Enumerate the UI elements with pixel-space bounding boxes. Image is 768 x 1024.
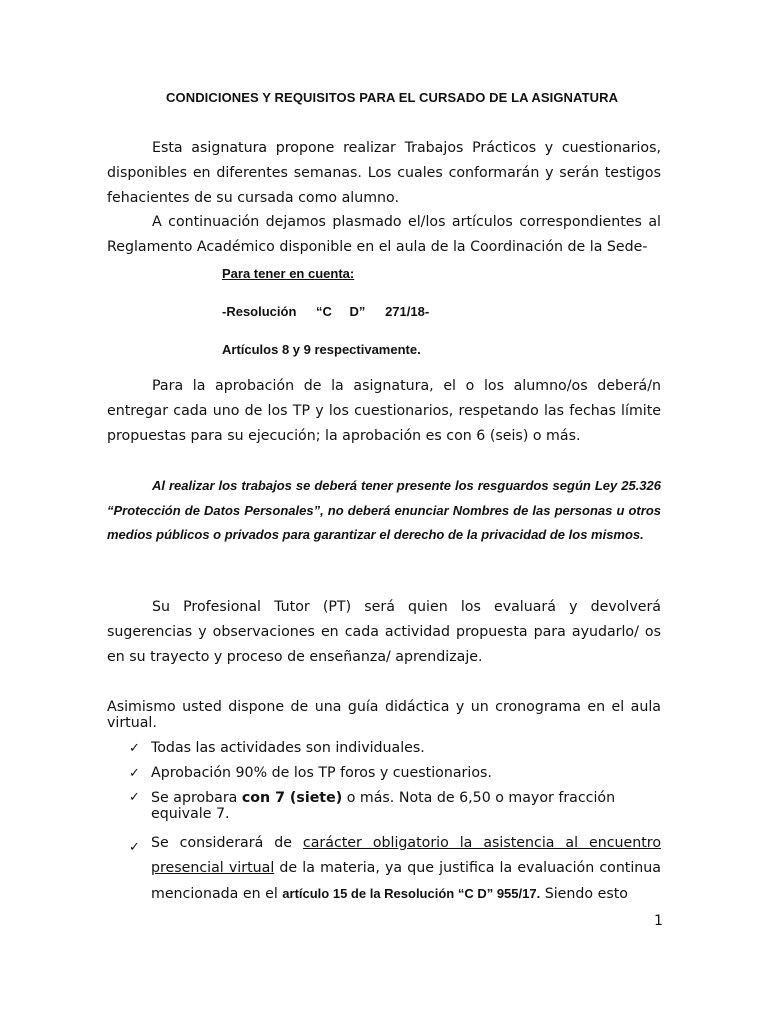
- requirements-list: [107, 740, 667, 907]
- list-item: [107, 790, 631, 822]
- list-item-text: o más. Nota de 6,50 o mayor fracción equivale 7.: [151, 790, 616, 822]
- list-item-text: de la materia, ya que justifica la evaluación continua mencionada en el: [151, 860, 661, 902]
- resolution-label: -Resolución: [222, 304, 297, 319]
- approval-paragraph: Para la aprobación de la asignatura, el o los alumno/os deberá/n entregar cada uno de los TP y los cuestionarios, respetando las fechas límite propuestas para su ejecución; la aprobación es con 6 (seis) o más.: [107, 378, 661, 444]
- checkmark-icon: ✓: [129, 766, 140, 781]
- list-item-text: Se considerará de: [151, 835, 303, 851]
- checkmark-icon: ✓: [129, 840, 140, 855]
- resolution-number: 271/18-: [385, 304, 430, 319]
- intro-paragraph: Esta asignatura propone realizar Trabajos Prácticos y cuestionarios, disponibles en diferentes semanas. Los cuales conformarán y serán testigos fehacientes de su cursada como alumno.: [107, 140, 661, 206]
- list-item-text: Siendo esto: [540, 886, 628, 902]
- mandatory-attendance-text: carácter obligatorio la asistencia al encuentro presencial virtual: [151, 835, 661, 876]
- page-title: CONDICIONES Y REQUISITOS PARA EL CURSADO DE LA ASIGNATURA: [166, 90, 619, 105]
- article-reference: artículo 15 de la Resolución “C D” 955/17.: [282, 886, 541, 901]
- list-item-text: Todas las actividades son individuales.: [151, 740, 425, 756]
- list-item-text: Se aprobara: [151, 790, 242, 806]
- checkmark-icon: ✓: [129, 741, 140, 756]
- page-number: 1: [654, 913, 663, 929]
- list-item: [107, 740, 667, 757]
- guide-paragraph: Asimismo usted dispone de una guía didáctica y un cronograma en el aula virtual.: [107, 699, 661, 731]
- list-item-text: Aprobación 90% de los TP foros y cuestionarios.: [151, 765, 492, 781]
- resolution-d: D”: [349, 304, 366, 319]
- articles-reference: Artículos 8 y 9 respectivamente.: [222, 342, 421, 357]
- tutor-paragraph: Su Profesional Tutor (PT) será quien los evaluará y devolverá sugerencias y observaciones en cada actividad propuesta para ayudarlo/ os en su trayecto y proceso de enseñanza/ aprendizaje.: [107, 599, 661, 665]
- grade-highlight: con 7 (siete): [241, 790, 343, 806]
- checkmark-icon: ✓: [129, 790, 140, 805]
- list-item: [107, 765, 667, 782]
- continuation-paragraph: A continuación dejamos plasmado el/los artículos correspondientes al Reglamento Académico disponible en el aula de la Coordinación de la Sede-: [107, 214, 661, 255]
- list-item: [107, 831, 661, 907]
- resolution-reference: [222, 304, 429, 319]
- resolution-c: “C: [316, 304, 332, 319]
- note-heading: Para tener en cuenta:: [222, 266, 355, 281]
- data-protection-warning: Al realizar los trabajos se deberá tener presente los resguardos según Ley 25.326 “Protección de Datos Personales”, no deberá enunciar Nombres de las personas u otros medios públicos o privados para garantizar el derecho de la privacidad de los mismos.: [107, 478, 661, 542]
